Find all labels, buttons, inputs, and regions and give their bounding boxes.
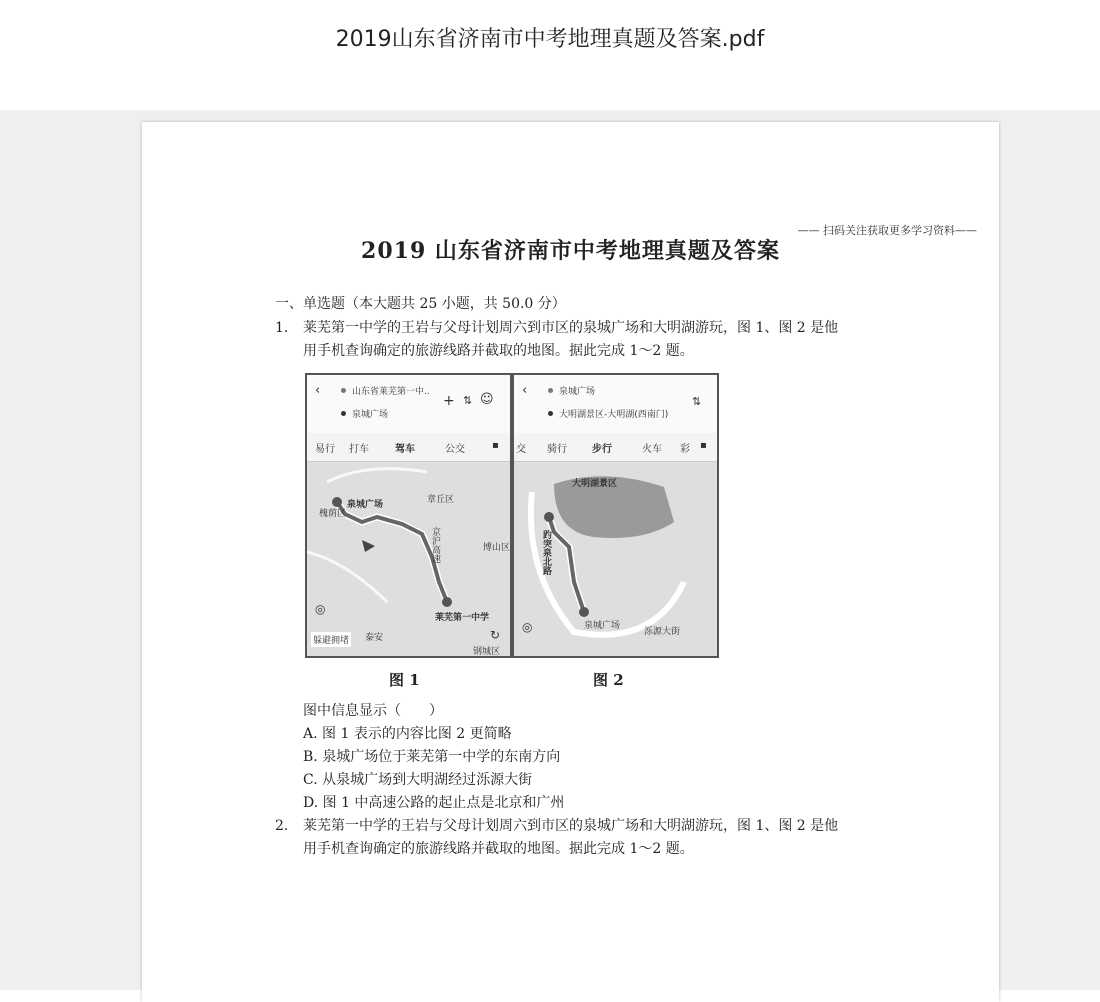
question-stem: 图中信息显示（ ） bbox=[303, 703, 443, 719]
refresh-icon: ↻ bbox=[490, 628, 501, 642]
document-title: 2019 山东省济南市中考地理真题及答案 bbox=[361, 238, 780, 264]
back-arrow-icon: ‹ bbox=[522, 383, 528, 398]
swap-icon: ⇅ bbox=[692, 395, 702, 408]
transport-modes: 易行 打车 驾车 公交 ▪ bbox=[307, 433, 510, 462]
back-arrow-icon: ‹ bbox=[315, 383, 321, 398]
figure-1-map bbox=[305, 373, 512, 658]
option-d: D. 图 1 中高速公路的起止点是北京和广州 bbox=[303, 795, 565, 811]
question-1-line-1: 莱芜第一中学的王岩与父母计划周六到市区的泉城广场和大明湖游玩，图 1、图 2 是他 bbox=[303, 320, 839, 336]
option-c: C. 从泉城广场到大明湖经过泺源大街 bbox=[303, 772, 533, 788]
map-figures bbox=[305, 373, 720, 658]
section-heading: 一、单选题（本大题共 25 小题，共 50.0 分） bbox=[275, 296, 566, 312]
swap-icon: ⇅ bbox=[463, 394, 473, 407]
map-canvas: 大明湖景区 泉城广场 泺源大街 趵突泉北路 ◎ bbox=[514, 462, 717, 656]
promo-text: —— 扫码关注获取更多学习资料—— bbox=[797, 224, 977, 237]
route-to: 大明湖景区-大明湖(西南门) bbox=[559, 410, 669, 420]
option-b: B. 泉城广场位于莱芜第一中学的东南方向 bbox=[303, 749, 561, 765]
question-1-line-2: 用手机查询确定的旅游线路并截取的地图。据此完成 1～2 题。 bbox=[303, 343, 694, 359]
route-from: 山东省莱芜第一中.. bbox=[352, 387, 430, 397]
figure-1-caption: 图 1 bbox=[389, 671, 420, 689]
figure-2-map bbox=[512, 373, 719, 658]
file-title: 2019山东省济南市中考地理真题及答案.pdf bbox=[335, 27, 765, 52]
figure-2-caption: 图 2 bbox=[593, 671, 624, 689]
locate-icon: ◎ bbox=[522, 620, 533, 634]
route-header bbox=[514, 375, 717, 434]
option-a: A. 图 1 表示的内容比图 2 更简略 bbox=[303, 726, 512, 742]
question-2-number: 2. bbox=[275, 818, 289, 834]
route-header bbox=[307, 375, 510, 434]
map-canvas: 泉城广场 莱芜第一中学 泰安 钢城区 章丘区 博山区 槐荫区 京沪高速 躲避拥堵 ↻ ◎ bbox=[307, 462, 510, 656]
pdf-page bbox=[142, 122, 999, 1002]
assistant-icon: ☺ bbox=[480, 392, 494, 407]
question-2-line-1: 莱芜第一中学的王岩与父母计划周六到市区的泉城广场和大明湖游玩，图 1、图 2 是他 bbox=[303, 818, 839, 834]
question-1-number: 1. bbox=[275, 320, 289, 336]
transport-modes: 交 骑行 步行 火车 彩 ▪ bbox=[514, 433, 717, 462]
locate-icon: ◎ bbox=[315, 602, 326, 616]
viewer-title-bar bbox=[0, 0, 1100, 110]
route-from: 泉城广场 bbox=[559, 387, 596, 397]
add-icon: + bbox=[443, 393, 455, 409]
route-to: 泉城广场 bbox=[352, 410, 389, 420]
question-2-line-2: 用手机查询确定的旅游线路并截取的地图。据此完成 1～2 题。 bbox=[303, 841, 694, 857]
